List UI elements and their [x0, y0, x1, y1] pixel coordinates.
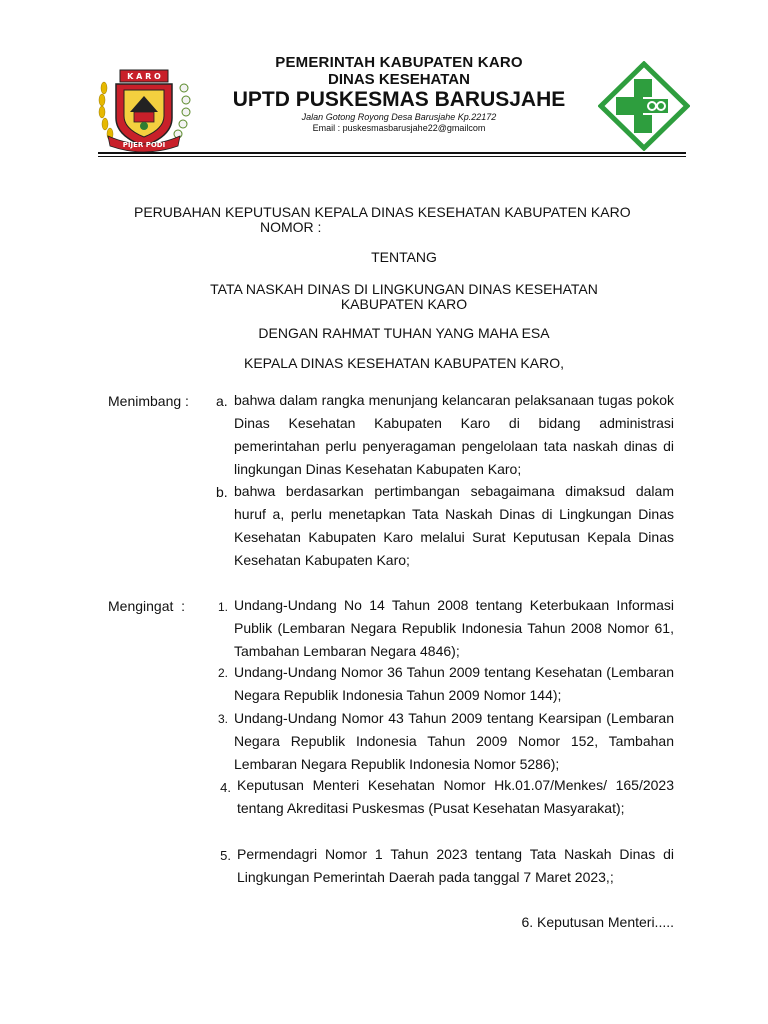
decree-title: PERUBAHAN KEPUTUSAN KEPALA DINAS KESEHATAN KABUPATEN KARO	[134, 204, 631, 220]
mengingat-marker-4: 4.	[220, 780, 231, 795]
menimbang-item-a: bahwa dalam rangka menunjang kelancaran pelaksanaan tugas pokok Dinas Kesehatan Kabupaten Karo di bidang administrasi pemerintahan perlu penyeragaman pengelolaan tata naskah dinas di lingkungan Dinas Kesehatan Kabupaten Karo;	[234, 392, 674, 477]
menimbang-label: Menimbang :	[108, 393, 189, 409]
letterhead-email: Email : puskesmasbarusjahe22@gmailcom	[312, 123, 486, 133]
decree-blessing: DENGAN RAHMAT TUHAN YANG MAHA ESA	[258, 325, 550, 341]
decree-official: KEPALA DINAS KESEHATAN KABUPATEN KARO,	[243, 355, 565, 371]
mengingat-label: Mengingat :	[108, 598, 186, 614]
letterhead-government: PEMERINTAH KABUPATEN KARO	[275, 54, 523, 71]
mengingat-item-2: Undang-Undang Nomor 36 Tahun 2009 tentang Kesehatan (Lembaran Negara Republik Indonesia Tahun 2009 Nomor 144);	[234, 664, 674, 703]
puskesmas-logo	[598, 61, 690, 151]
mengingat-item-3: Undang-Undang Nomor 43 Tahun 2009 tentang Kearsipan (Lembaran Negara Republik Indonesia Tahun 2009 Nomor 152, Tambahan Lembaran Negara Republik Indonesia Nomor 5286);	[234, 710, 674, 772]
emblem-karo-text: K A R O	[127, 72, 161, 81]
mengingat-item-1: Undang-Undang No 14 Tahun 2008 tentang Keterbukaan Informasi Publik (Lembaran Negara Republik Indonesia Tahun 2008 Nomor 61, Tambahan Lembaran Negara 4846);	[234, 597, 674, 659]
mengingat-marker-3: 3.	[217, 712, 228, 726]
mengingat-marker-2: 2.	[217, 666, 228, 680]
decree-subject-line2: KABUPATEN KARO	[340, 296, 468, 312]
decree-number: NOMOR :	[260, 219, 322, 235]
mengingat-item-5: Permendagri Nomor 1 Tahun 2023 tentang Tata Naskah Dinas di Lingkungan Pemerintah Daerah pada tanggal 7 Maret 2023,;	[237, 846, 674, 885]
mengingat-marker-1: 1.	[217, 600, 228, 614]
letterhead-department: DINAS KESEHATAN	[328, 71, 470, 88]
menimbang-item-b: bahwa berdasarkan pertimbangan sebagaimana dimaksud dalam huruf a, perlu menetapkan Tata Naskah Dinas di Lingkungan Dinas Kesehatan Kabupaten Karo melalui Surat Keputusan Kepala Dinas Kesehatan Kabupaten Karo;	[234, 483, 674, 568]
emblem-ribbon-text: PIJER PODI	[122, 141, 166, 149]
mengingat-item-4: Keputusan Menteri Kesehatan Nomor Hk.01.07/Menkes/ 165/2023 tentang Akreditasi Puskesmas (Pusat Kesehatan Masyarakat);	[237, 777, 674, 816]
letterhead-unit: UPTD PUSKESMAS BARUSJAHE	[232, 88, 566, 111]
menimbang-marker-a: a.	[216, 393, 228, 409]
page-continuation: 6. Keputusan Menteri.....	[521, 914, 674, 930]
decree-subject-line1: TATA NASKAH DINAS DI LINGKUNGAN DINAS KESEHATAN	[210, 281, 598, 297]
decree-tentang: TENTANG	[371, 249, 437, 265]
letterhead	[0, 0, 768, 160]
letterhead-address: Jalan Gotong Royong Desa Barusjahe Kp.22172	[301, 112, 497, 122]
mengingat-marker-5: 5.	[220, 848, 231, 863]
letterhead-rule-thin	[98, 156, 686, 157]
menimbang-marker-b: b.	[216, 484, 228, 500]
letterhead-rule	[98, 152, 686, 154]
